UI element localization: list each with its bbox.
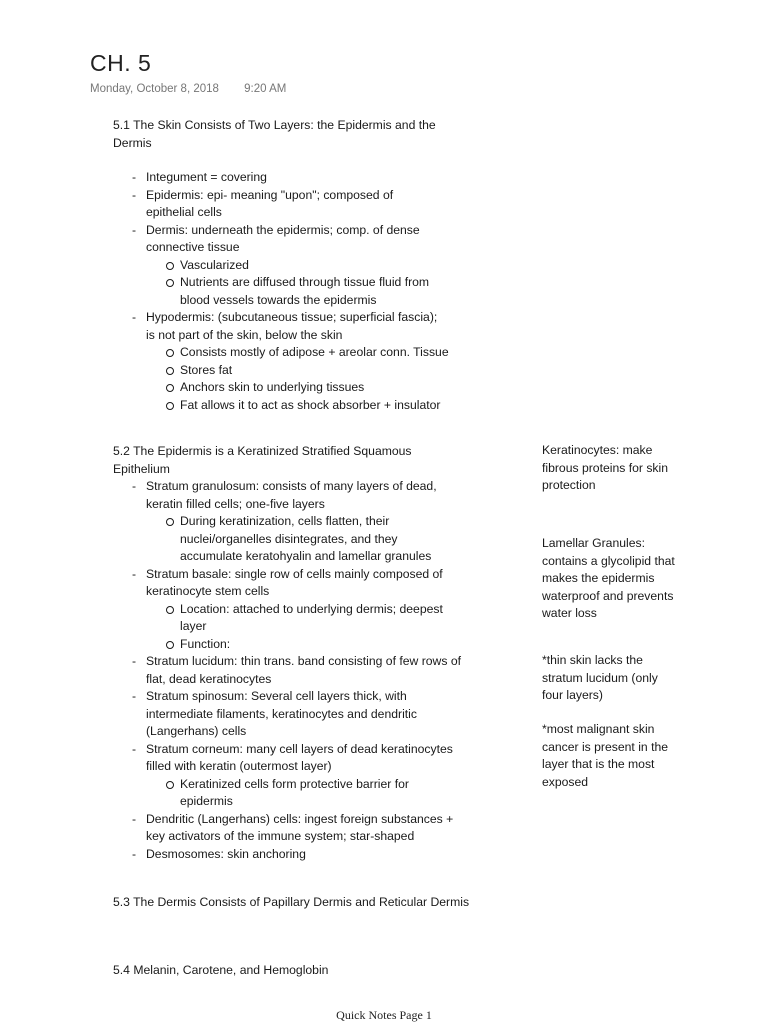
- sub-list-item: Fat allows it to act as shock absorber + insulator: [166, 397, 486, 415]
- page-datetime: [90, 83, 286, 95]
- notes-body: [113, 117, 523, 979]
- sub-bullet-list: [166, 601, 456, 654]
- sub-list-item: Anchors skin to underlying tissues: [166, 379, 486, 397]
- section-5-4: [113, 962, 523, 980]
- bullet-list: [132, 478, 467, 863]
- section-heading: 5.2 The Epidermis is a Keratinized Stratified Squamous Epithelium: [113, 444, 412, 476]
- section-heading: 5.1 The Skin Consists of Two Layers: the Epidermis and the Dermis: [113, 118, 436, 150]
- side-note: *most malignant skin cancer is present in the layer that is the most exposed: [542, 722, 669, 789]
- page-time: 9:20 AM: [244, 83, 287, 95]
- section-heading: 5.3 The Dermis Consists of Papillary Dermis and Reticular Dermis: [113, 895, 470, 909]
- section-heading: 5.4 Melanin, Carotene, and Hemoglobin: [113, 962, 329, 977]
- bullet-list: [132, 169, 449, 414]
- list-item: - Dendritic (Langerhans) cells: ingest foreign substances + key activators of the immune system; star-shaped: [132, 811, 467, 846]
- list-item: - Stratum basale: single row of cells mainly composed of keratinocyte stem cells Location: attached to underlying dermis; deepest layer Function:: [132, 566, 467, 654]
- sub-list-item: Keratinized cells form protective barrier for epidermis: [166, 776, 436, 811]
- sub-list-item: Location: attached to underlying dermis; deepest layer: [166, 601, 456, 636]
- list-item: - Hypodermis: (subcutaneous tissue; superficial fascia); is not part of the skin, below the skin Consists mostly of adipose + areolar conn. Tissue Stores fat Anchors skin to underlying tissues Fat allows it to act as shock absorber + insulator: [132, 309, 442, 414]
- list-item: - Stratum lucidum: thin trans. band consisting of few rows of flat, dead keratinocytes: [132, 653, 467, 688]
- sub-bullet-list: [166, 257, 442, 310]
- section-5-2: [113, 443, 523, 863]
- sub-bullet-list: [166, 776, 436, 811]
- list-item: - Dermis: underneath the epidermis; comp. of dense connective tissue Vascularized Nutrients are diffused through tissue fluid from blood vessels towards the epidermis: [132, 222, 442, 310]
- page-footer: Quick Notes Page 1: [336, 1008, 432, 1022]
- page-date: Monday, October 8, 2018: [90, 83, 219, 95]
- sub-list-item: Nutrients are diffused through tissue fluid from blood vessels towards the epidermis: [166, 274, 442, 309]
- sub-bullet-list: [166, 513, 456, 566]
- list-item: - Stratum granulosum: consists of many layers of dead, keratin filled cells; one-five layers During keratinization, cells flatten, their nuclei/organelles disintegrates, and they accumulate keratohyalin and lamellar granules: [132, 478, 467, 566]
- side-note: *thin skin lacks the stratum lucidum (only four layers): [542, 653, 658, 702]
- section-5-3: [113, 894, 523, 912]
- sub-list-item: During keratinization, cells flatten, their nuclei/organelles disintegrates, and they accumulate keratohyalin and lamellar granules: [166, 513, 456, 566]
- list-item: - Stratum spinosum: Several cell layers thick, with intermediate filaments, keratinocytes and dendritic (Langerhans) cells: [132, 688, 467, 741]
- side-note: Lamellar Granules: contains a glycolipid that makes the epidermis waterproof and prevents water loss: [542, 536, 675, 620]
- sub-list-item: Stores fat: [166, 362, 486, 380]
- sub-list-item: Consists mostly of adipose + areolar conn. Tissue: [166, 344, 486, 362]
- sub-list-item: Function:: [166, 636, 456, 654]
- list-item: - Integument = covering: [132, 169, 442, 187]
- list-item: - Epidermis: epi- meaning "upon"; composed of epithelial cells: [132, 187, 442, 222]
- list-item: - Stratum corneum: many cell layers of dead keratinocytes filled with keratin (outermost layer) Keratinized cells form protective barrier for epidermis: [132, 741, 467, 811]
- side-note: Keratinocytes: make fibrous proteins for skin protection: [542, 443, 668, 492]
- sub-bullet-list: [166, 344, 486, 414]
- page-title: CH. 5: [90, 50, 152, 76]
- section-5-1: [113, 117, 523, 414]
- sub-list-item: Vascularized: [166, 257, 442, 275]
- list-item: - Desmosomes: skin anchoring: [132, 846, 467, 864]
